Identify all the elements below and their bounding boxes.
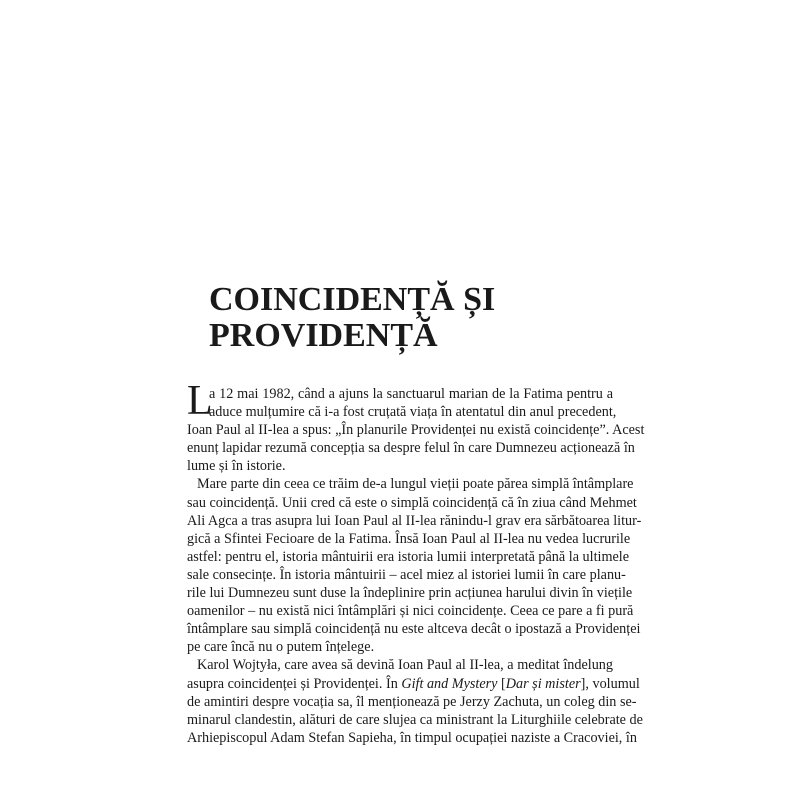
paragraph-line — [187, 675, 640, 693]
body-text — [187, 378, 645, 747]
text-run: [ — [497, 675, 506, 692]
paragraph-line: pe care încă nu o putem înțelege. — [187, 639, 375, 656]
paragraph-2 — [187, 475, 642, 656]
paragraph-line: Karol Wojtyła, care avea să devină Ioan Paul al II-lea, a meditat îndelung — [197, 657, 613, 674]
chapter-title-line-2: PROVIDENȚĂ — [209, 317, 438, 354]
paragraph-line: întâmplare sau simplă coincidență nu este altceva decât o ipostază a Providenței — [187, 621, 641, 638]
paragraph-line: gică a Sfintei Fecioare de la Fatima. Însă Ioan Paul al II-lea nu vedea lucrurile — [187, 530, 631, 547]
book-title-romanian: Dar și mister — [505, 675, 581, 692]
paragraph-line: sau coincidență. Unii cred că este o simplă coincidență că în ziua când Mehmet — [187, 494, 637, 511]
paragraph-line: aduce mulțumire că i-a fost cruțată viața în atentatul din anul precedent, — [209, 404, 617, 421]
paragraph-line: Ali Agca a tras asupra lui Ioan Paul al II-lea rănindu-l grav era sărbătoarea litur- — [187, 512, 642, 529]
chapter-title — [209, 283, 495, 353]
paragraph-line: Mare parte din ceea ce trăim de-a lungul vieții poate părea simplă întâmplare — [197, 476, 634, 493]
paragraph-line: rile lui Dumnezeu sunt duse la îndeplinire prin acțiunea harului divin în viețile — [187, 585, 633, 602]
paragraph-line: de amintiri despre vocația sa, îl menționează pe Jerzy Zachuta, un coleg din se- — [187, 693, 637, 710]
paragraph-line: oamenilor – nu există nici întâmplări și nici coincidențe. Ceea ce pare a fi pură — [187, 603, 634, 620]
drop-cap: L — [187, 378, 213, 424]
paragraph-line: a 12 mai 1982, când a ajuns la sanctuarul marian de la Fatima pentru a — [209, 386, 613, 402]
paragraph-line: minarul clandestin, alături de care slujea ca ministrant la Liturghiile celebrate de — [187, 711, 643, 728]
chapter-title-line-1: COINCIDENȚĂ ȘI — [209, 281, 496, 318]
paragraph-line: Ioan Paul al II-lea a spus: „În planurile Providenței nu există coincidențe”. Acest — [187, 422, 645, 439]
paragraph-line: sale consecințe. În istoria mântuirii – acel miez al istoriei lumii în care planu- — [187, 566, 626, 583]
text-run: asupra coincidenței și Providenței. În — [187, 675, 402, 692]
paragraph-line: Arhiepiscopul Adam Stefan Sapieha, în timpul ocupației naziste a Cracoviei, în — [187, 729, 637, 746]
paragraph-3 — [187, 656, 643, 746]
paragraph-line: enunț lapidar rezumă concepția sa despre felul în care Dumnezeu acționează în — [187, 440, 635, 457]
book-title-english: Gift and Mystery — [401, 675, 498, 692]
text-run: ], volumul — [580, 675, 640, 692]
paragraph-line: lume și în istorie. — [187, 458, 286, 475]
paragraph-1 — [187, 378, 645, 475]
paragraph-line: astfel: pentru el, istoria mântuirii era istoria lumii interpretată până la ultimele — [187, 548, 630, 565]
